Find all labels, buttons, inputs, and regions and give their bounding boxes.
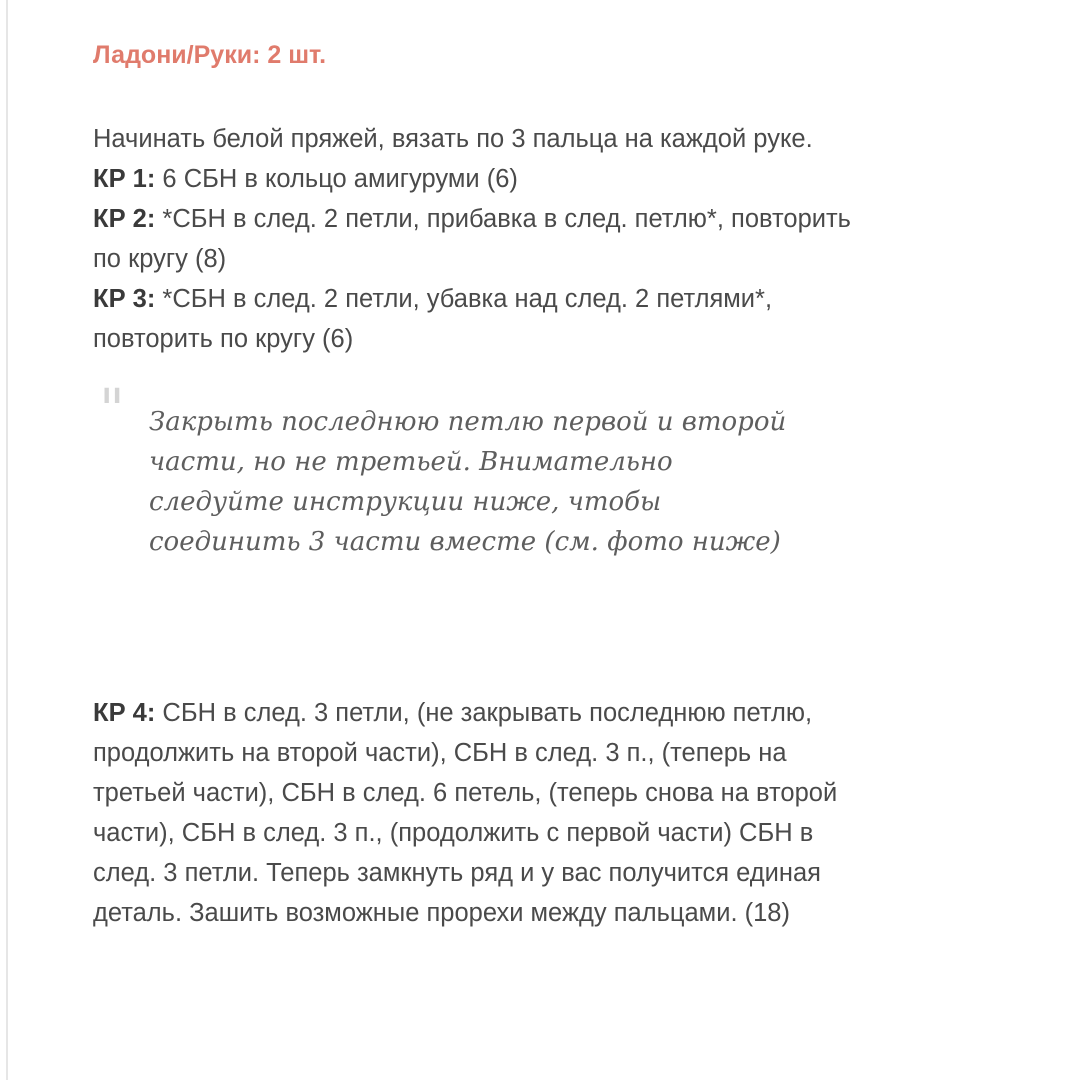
quote-text: Закрыть последнюю петлю первой и второй части, но не третьей. Внимательно следуйте инструкции ниже, чтобы соединить 3 части вместе (см. фото ниже) — [149, 407, 787, 557]
row-3 — [93, 279, 853, 359]
quote-mark-icon: " — [99, 378, 125, 443]
row-3-label: КР 3: — [93, 285, 156, 313]
row-1-label: КР 1: — [93, 165, 156, 193]
row-2 — [93, 199, 853, 279]
row-1-text: 6 СБН в кольцо амигуруми (6) — [155, 165, 518, 193]
row-4-text: СБН в след. 3 петли, (не закрывать последнюю петлю, продолжить на второй части), СБН в след. 3 п., (теперь на третьей части), СБН в след. 6 петель, (теперь снова на второй части), СБН в след. 3 п., (продолжить с первой части) СБН в след. 3 петли. Теперь замкнуть ряд и у вас получится единая деталь. Зашить возможные прорехи между пальцами. (18) — [93, 699, 838, 927]
row-4-label: КР 4: — [93, 699, 156, 727]
row-2-text: *СБН в след. 2 петли, прибавка в след. петлю*, повторить по кругу (8) — [93, 205, 851, 273]
section-title: Ладони/Руки: 2 шт. — [93, 41, 327, 69]
blockquote — [93, 378, 853, 641]
row-2-label: КР 2: — [93, 205, 156, 233]
left-border-line — [6, 0, 8, 1080]
intro-paragraph: Начинать белой пряжей, вязать по 3 пальца на каждой руке. — [93, 125, 813, 153]
pattern-document — [93, 38, 853, 933]
row-1 — [93, 159, 853, 199]
row-4 — [93, 693, 853, 933]
row-3-text: *СБН в след. 2 петли, убавка над след. 2 петлями*, повторить по кругу (6) — [93, 285, 773, 353]
